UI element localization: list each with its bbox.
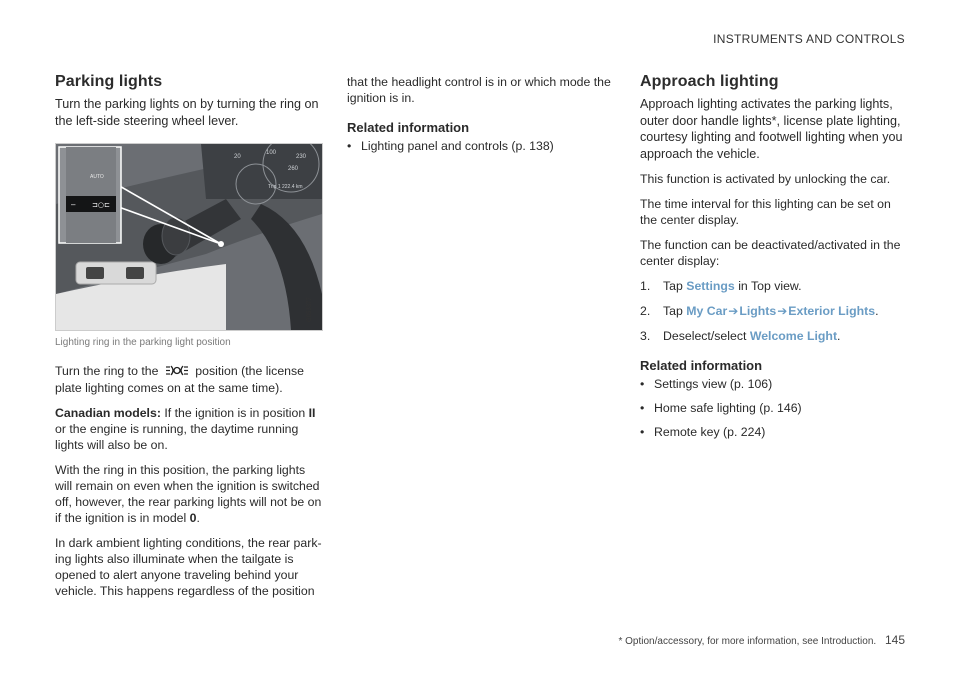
parking-lights-heading: Parking lights bbox=[55, 73, 163, 90]
column-approach-lighting bbox=[640, 74, 908, 448]
page-number: 145 bbox=[884, 633, 905, 647]
arrow-right-icon: ➔ bbox=[777, 304, 788, 318]
approach-lighting-heading: Approach lighting bbox=[640, 73, 779, 90]
approach-lead-before: Approach lighting activates the parking lights, outer door handle lights bbox=[640, 97, 893, 128]
approach-steps bbox=[640, 278, 908, 344]
parking-para-turn bbox=[55, 363, 323, 396]
gauge-label-20: 20 bbox=[234, 154, 241, 160]
step-1-post: in Top view. bbox=[738, 279, 802, 293]
welcome-light-ref[interactable]: Welcome Light bbox=[749, 329, 838, 343]
canadian-models-label: Canadian models: bbox=[55, 405, 161, 420]
parking-para-dark: In dark ambient lighting conditions, the rear park-ing lights also illuminate when the tailgate is opened to alert anyone traveling behind your vehicle. This happens regardless of the position bbox=[55, 535, 322, 598]
bullet: • bbox=[347, 139, 352, 153]
related-link-lighting-panel[interactable] bbox=[347, 138, 615, 154]
approach-p1: This function is activated by unlocking the car. bbox=[640, 172, 891, 186]
related-link-text[interactable]: Home safe lighting (p. 146) bbox=[654, 401, 802, 415]
related-link-home-safe[interactable] bbox=[640, 400, 908, 416]
step-number: 2. bbox=[640, 304, 651, 318]
arrow-right-icon: ➔ bbox=[728, 304, 739, 318]
approach-lead-after: , license plate lighting, courtesy lighting and footwell lighting when you approach the vehicle. bbox=[640, 113, 903, 161]
my-car-ref[interactable]: My Car bbox=[686, 304, 728, 318]
inset-auto-label: AUTO bbox=[90, 174, 104, 180]
parking-para-continued: that the headlight control is in or which mode the ignition is in. bbox=[347, 75, 611, 105]
gauge-label-100: 100 bbox=[266, 150, 277, 156]
inset-parking-symbol: ⊐○⊏ bbox=[92, 201, 110, 209]
related-link-text[interactable]: Remote key (p. 224) bbox=[654, 425, 766, 439]
lighting-ring-illustration bbox=[55, 143, 323, 331]
step-2-post: . bbox=[875, 304, 879, 318]
step-2 bbox=[640, 303, 908, 319]
approach-p3: The function can be deactivated/activated in the center display: bbox=[640, 238, 901, 268]
step-1-pre: Tap bbox=[663, 279, 683, 293]
exterior-lights-ref[interactable]: Exterior Lights bbox=[788, 304, 876, 318]
footnote: * Option/accessory, for more information, see Introduction. bbox=[618, 636, 877, 647]
parking-related-heading: Related information bbox=[347, 120, 470, 135]
trip-readout: Trip 1 222.4 km bbox=[268, 184, 303, 190]
canadian-text: If the ignition is in position bbox=[164, 405, 306, 420]
related-link-settings-view[interactable] bbox=[640, 376, 908, 392]
parking-para-canadian bbox=[55, 405, 323, 453]
bullet: • bbox=[640, 377, 645, 391]
bullet: • bbox=[640, 425, 645, 439]
ring-text: With the ring in this position, the parking lights will remain on even when the ignition is switched off, however, the rear parking lights will not be on if the ignition is in model bbox=[55, 462, 322, 525]
gauge-label-230: 230 bbox=[296, 154, 307, 160]
ring-text-end: . bbox=[196, 510, 200, 525]
parking-para-ring bbox=[55, 462, 323, 526]
related-link-remote-key[interactable] bbox=[640, 424, 908, 440]
image-code: G053377 bbox=[307, 297, 313, 322]
turn-text-before: Turn the ring to the bbox=[55, 364, 159, 378]
related-link-text[interactable]: Lighting panel and controls (p. 138) bbox=[361, 139, 554, 153]
turn-text-after: position (the license plate lighting comes on at the same time). bbox=[55, 364, 304, 395]
lever-illustration-svg bbox=[56, 144, 322, 330]
canadian-rest: or the engine is running, the daytime running lights will also be on. bbox=[55, 421, 299, 452]
parking-related-list bbox=[347, 138, 615, 154]
step-number: 1. bbox=[640, 279, 651, 293]
approach-related-list bbox=[640, 376, 908, 440]
step-2-pre: Tap bbox=[663, 304, 683, 318]
figure-caption: Lighting ring in the parking light position bbox=[55, 337, 231, 348]
ignition-mode-0: 0 bbox=[189, 510, 197, 525]
step-3-pre: Deselect/select bbox=[663, 329, 747, 343]
related-link-text[interactable]: Settings view (p. 106) bbox=[654, 377, 773, 391]
approach-p2: The time interval for this lighting can be set on the center display. bbox=[640, 197, 891, 227]
section-title: INSTRUMENTS AND CONTROLS bbox=[713, 32, 905, 46]
parking-light-icon bbox=[166, 364, 188, 380]
ignition-position-ii: II bbox=[308, 405, 316, 420]
step-3-post: . bbox=[837, 329, 841, 343]
page-footer bbox=[618, 633, 905, 647]
bullet: • bbox=[640, 401, 645, 415]
option-asterisk: * bbox=[771, 113, 777, 128]
column-continued bbox=[347, 74, 615, 162]
settings-button-ref[interactable]: Settings bbox=[686, 279, 735, 293]
step-number: 3. bbox=[640, 329, 651, 343]
step-3 bbox=[640, 328, 908, 344]
approach-related-heading: Related information bbox=[640, 358, 763, 373]
column-parking-lights bbox=[55, 74, 323, 608]
parking-intro: Turn the parking lights on by turning the ring on the left-side steering wheel lever. bbox=[55, 97, 319, 128]
lights-ref[interactable]: Lights bbox=[739, 304, 777, 318]
inset-dash-label: – bbox=[71, 200, 76, 209]
step-1 bbox=[640, 278, 908, 294]
gauge-label-260: 260 bbox=[288, 166, 299, 172]
approach-lead bbox=[640, 96, 908, 162]
